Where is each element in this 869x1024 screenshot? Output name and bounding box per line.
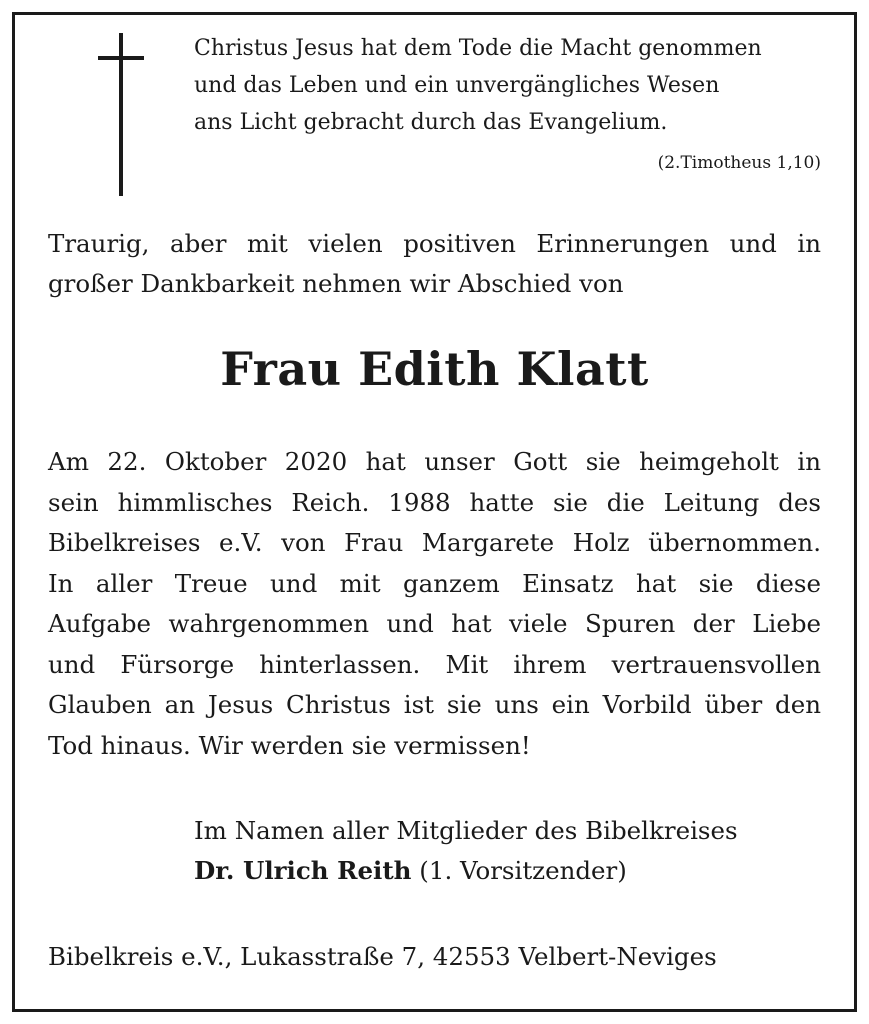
verse-line: Christus Jesus hat dem Tode die Macht genommen	[194, 36, 762, 61]
obituary-body	[48, 442, 821, 766]
bible-verse	[194, 30, 824, 141]
intro-line: großer Dankbarkeit nehmen wir Abschied von	[48, 269, 624, 298]
verse-line: und das Leben und ein unvergängliches Wesen	[194, 73, 720, 98]
signer-line	[194, 851, 738, 891]
signer-role: (1. Vorsitzender)	[419, 856, 627, 885]
body-line: Glauben an Jesus Christus ist sie uns ein Vorbild über den	[48, 690, 821, 719]
verse-line: ans Licht gebracht durch das Evangelium.	[194, 110, 668, 135]
signature-line: Im Namen aller Mitglieder des Bibelkreises	[194, 816, 738, 845]
body-line: Tod hinaus. Wir werden sie vermissen!	[48, 730, 531, 760]
cross-icon	[98, 33, 144, 196]
body-line: sein himmlisches Reich. 1988 hatte sie die Leitung des	[48, 487, 821, 517]
intro-text	[48, 224, 821, 304]
verse-reference: (2.Timotheus 1,10)	[657, 153, 821, 173]
body-line: In aller Treue und mit ganzem Einsatz hat sie diese	[48, 568, 821, 598]
body-line: Aufgabe wahrgenommen und hat viele Spuren der Liebe	[48, 609, 821, 638]
body-line: Am 22. Oktober 2020 hat unser Gott sie heimgeholt in	[48, 447, 821, 476]
body-line: Bibelkreises e.V. von Frau Margarete Holz übernommen.	[48, 528, 821, 557]
organization-address: Bibelkreis e.V., Lukasstraße 7, 42553 Velbert-Neviges	[48, 942, 717, 971]
body-line: und Fürsorge hinterlassen. Mit ihrem vertrauensvollen	[48, 649, 821, 679]
signature-block	[194, 811, 738, 891]
signer-name: Dr. Ulrich Reith	[194, 856, 412, 885]
deceased-name: Frau Edith Klatt	[220, 342, 649, 396]
intro-line: Traurig, aber mit vielen positiven Erinnerungen und in	[48, 229, 821, 258]
